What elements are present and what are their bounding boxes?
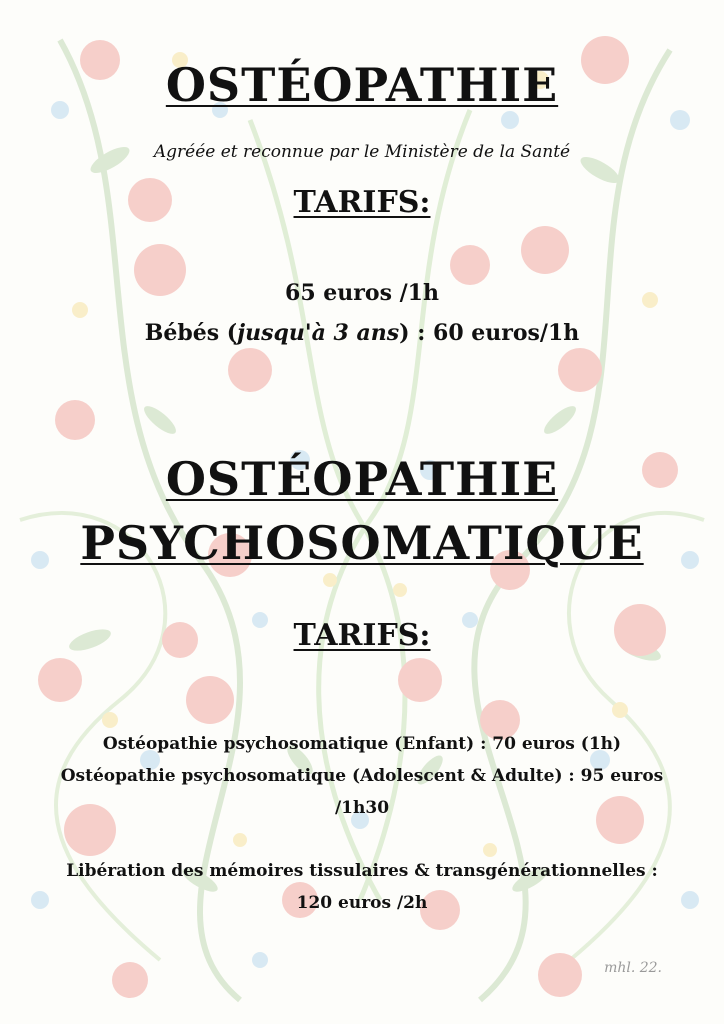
psy-adult-price-line2: /1h30 — [334, 798, 390, 818]
price-adult: 65 euros /1h — [285, 280, 439, 306]
psy-adult-price-line1: Ostéopathie psychosomatique (Adolescent & Adulte) : 95 euros — [60, 766, 664, 786]
tarifs-heading-1: TARIFS: — [293, 185, 431, 220]
liberation-line1: Libération des mémoires tissulaires & transgénérationnelles : — [66, 861, 658, 881]
price-baby-suffix: ) : 60 euros/1h — [399, 320, 580, 346]
liberation-price: 120 euros /2h — [296, 893, 428, 913]
title-osteopathie: OSTÉOPATHIE — [165, 58, 559, 112]
price-baby-prefix: Bébés ( — [144, 320, 238, 346]
subtitle-agreee: Agréée et reconnue par le Ministère de la Santé — [153, 142, 571, 162]
tarifs-heading-2: TARIFS: — [293, 618, 431, 653]
psy-child-price: Ostéopathie psychosomatique (Enfant) : 70 euros (1h) — [102, 734, 622, 754]
artist-signature: mhl. 22. — [604, 960, 662, 976]
price-baby — [0, 320, 724, 346]
title-osteopathie-2: OSTÉOPATHIE — [165, 452, 559, 506]
title-psychosomatique: PSYCHOSOMATIQUE — [80, 516, 644, 570]
price-baby-age: jusqu'à 3 ans — [237, 320, 400, 346]
